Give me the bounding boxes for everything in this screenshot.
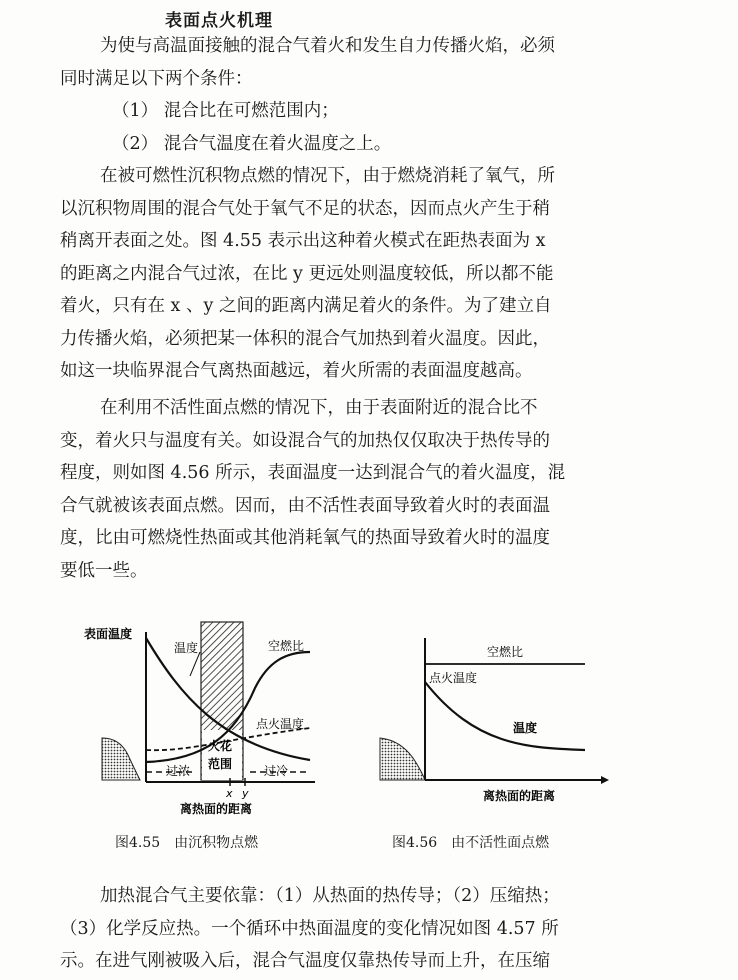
tick-x-label: x	[226, 787, 233, 800]
tick-y-label: y	[242, 787, 249, 800]
text-line: 度，比由可燃烧性热面或其他消耗氧气的热面导致着火时的温度	[60, 528, 550, 548]
ignition-label: 点火温度	[256, 717, 305, 731]
text-line: 为使与高温面接触的混合气着火和发生自力传播火焰，必须	[100, 36, 555, 56]
deposit-paragraph	[60, 160, 660, 388]
text-line: 示。在进气刚被吸入后，混合气温度仅靠热传导而上升，在压缩	[60, 951, 550, 971]
heating-paragraph	[60, 880, 660, 978]
text-line: 如这一块临界混合气离热面越远，着火所需的表面温度越高。	[60, 361, 533, 381]
inert-hot-surface	[380, 738, 425, 780]
y-axis-label: 表面温度	[84, 627, 133, 641]
intro-paragraph	[60, 30, 660, 160]
x-axis-label: 离热面的距离	[483, 789, 556, 803]
section-title: 表面点火机理	[165, 11, 273, 31]
rich-label: 过浓	[166, 764, 191, 778]
x-axis-label: 离热面的距离	[180, 802, 253, 816]
text-line: 稍离开表面之处。图 4.55 表示出这种着火模式在距热表面为 x	[60, 231, 546, 251]
temp-label-leader	[190, 652, 200, 676]
temperature-curve	[425, 682, 585, 750]
x-axis-arrow	[601, 776, 609, 784]
text-line: 在利用不活性面点燃的情况下，由于表面附近的混合比不	[100, 398, 538, 418]
text-line: 加热混合气主要依靠：（1）从热面的热传导；（2）压缩热；	[100, 886, 560, 906]
inert-paragraph	[60, 392, 660, 587]
condition-item: （1） 混合比在可燃范围内；	[112, 101, 339, 121]
text-line: 在被可燃性沉积物点燃的情况下，由于燃烧消耗了氧气，所	[100, 166, 555, 186]
condition-item: （2） 混合气温度在着火温度之上。	[112, 133, 392, 154]
text-line: 同时满足以下两个条件：	[60, 68, 253, 89]
text-line: 程度，则如图 4.56 所示，表面温度一达到混合气的着火温度，混	[60, 463, 566, 483]
figure-4-56-caption: 图4.56 由不活性面点燃	[392, 835, 550, 851]
spark-label-2: 范围	[208, 757, 233, 771]
figure-4-55	[80, 620, 330, 820]
text-line: 着火，只有在 x 、y 之间的距离内满足着火的条件。为了建立自	[60, 296, 552, 316]
text-line: （3）化学反应热。一个循环中热面温度的变化情况如图 4.57 所	[60, 918, 559, 939]
text-line: 力传播火焰，必须把某一体积的混合气加热到着火温度。因此，	[60, 328, 550, 349]
temp-label: 温度	[174, 641, 199, 655]
figure-4-55-caption: 图4.55 由沉积物点燃	[115, 835, 259, 851]
afr-label: 空燃比	[487, 645, 524, 659]
text-line: 变，着火只与温度有关。如设混合气的加热仅仅取决于热传导的	[60, 430, 550, 451]
cold-label: 过冷	[264, 764, 289, 778]
text-line: 的距离之内混合气过浓，在比 y 更远处则温度较低，所以都不能	[60, 263, 554, 284]
figure-4-56	[375, 630, 615, 810]
text-line: 合气就被该表面点燃。因而，由不活性表面导致着火时的表面温	[60, 495, 550, 516]
text-line: 要低一些。	[60, 560, 148, 581]
text-line: 以沉积物周围的混合气处于氧气不足的状态，因而点火产生于稍	[60, 198, 550, 219]
temp-label: 温度	[513, 721, 538, 735]
spark-label-1: 火花	[208, 739, 233, 753]
ignition-label: 点火温度	[429, 671, 478, 685]
hot-surface-deposit	[102, 738, 140, 780]
afr-label: 空燃比	[268, 639, 305, 653]
